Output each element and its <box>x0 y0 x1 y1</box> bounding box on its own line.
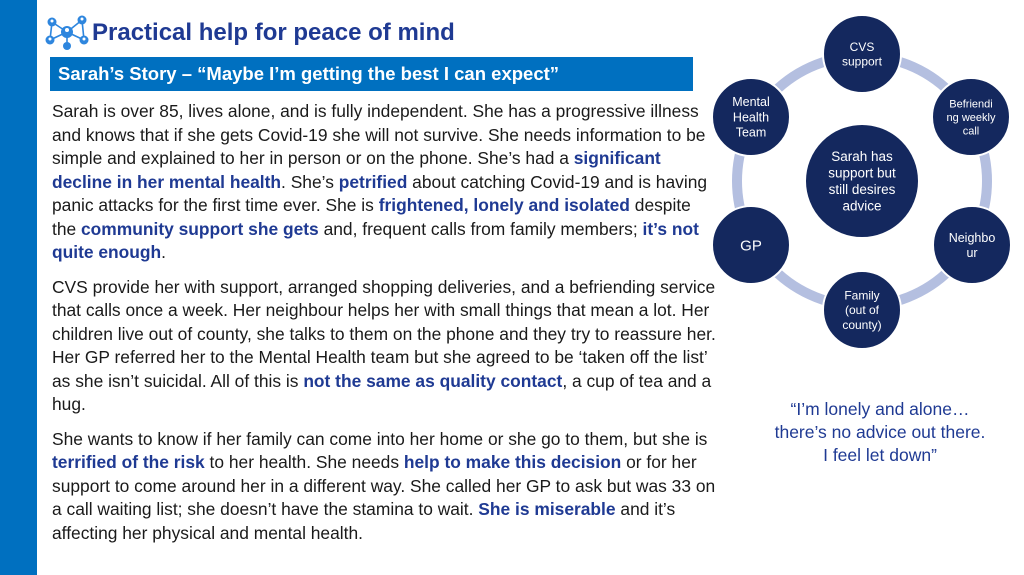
text-segment: . <box>161 242 167 262</box>
text-segment: despite the <box>52 195 691 239</box>
highlight-phrase: She is miserable <box>478 499 616 519</box>
story-paragraph-3 <box>52 428 717 546</box>
node-label: ur <box>966 246 978 260</box>
node-neighbour <box>933 206 1011 284</box>
text-segment: Sarah is over 85, lives alone, and is fully independent. She has a progressive illness and knows that if she gets Covid-19 she will not survive. She needs information to be simple and explained to her in person or on the phone. She’s had a <box>52 101 706 168</box>
text-segment: . She’s <box>281 171 339 192</box>
text-segment: or for her support to come around her in a different way. She called her GP to ask but was 33 on a call waiting list; she doesn’t have the stamina to wait. <box>52 452 716 519</box>
highlight-phrase: it’s not quite enough <box>52 218 699 262</box>
highlight-phrase: help to make this decision <box>403 452 622 472</box>
highlight-phrase: frightened, lonely and isolated <box>378 195 630 215</box>
node-befriending <box>932 78 1010 156</box>
support-network-svg <box>700 0 1024 390</box>
node-label: Befriendi <box>949 98 993 111</box>
text-segment: CVS provide her with support, arranged shopping deliveries, and a befriending service that calls once a week. Her neighbour helps her with small things that mean a lot. Her children live out of county, she talks to them on the phone and they try to reassure her. Her GP referred her to the Mental Health team but she agreed to be ‘taken off the list’ as she isn’t suicidal. All of this is <box>52 276 716 391</box>
node-label: Family <box>844 288 880 303</box>
text-segment: and, frequent calls from family members; <box>318 218 643 239</box>
node-gp <box>712 206 790 284</box>
story-text <box>52 100 717 556</box>
node-label: call <box>962 125 980 138</box>
story-banner <box>50 57 693 91</box>
node-label: county) <box>842 317 882 332</box>
highlight-phrase: terrified of the risk <box>52 452 205 472</box>
node-label: Health <box>732 110 770 125</box>
highlight-phrase: community support she gets <box>81 218 319 239</box>
node-family <box>823 271 901 349</box>
support-network-diagram <box>700 0 1024 390</box>
text-segment: to her health. She needs <box>204 452 404 472</box>
node-label: support <box>841 54 883 69</box>
highlight-phrase: not the same as quality contact <box>303 370 563 391</box>
node-label: Sarah has <box>831 149 893 165</box>
left-accent-bar <box>0 0 37 575</box>
node-label: Mental <box>732 95 770 110</box>
node-label: still desires <box>828 181 896 197</box>
node-label: advice <box>842 198 882 214</box>
node-label: CVS <box>849 39 875 54</box>
network-people-icon <box>44 12 90 52</box>
node-mental-health <box>712 78 790 156</box>
sarah-quote: “I’m lonely and alone…there’s no advice out there. I feel let down” <box>774 399 986 465</box>
text-segment: , a cup of tea and a hug. <box>52 370 712 414</box>
page-title: Practical help for peace of mind <box>92 19 455 46</box>
text-segment: about catching Covid-19 and is having panic attacks for the first time ever. She is <box>52 171 708 215</box>
node-center-sarah <box>805 124 919 238</box>
node-label: ng weekly <box>946 111 996 124</box>
story-banner-text: Sarah’s Story – “Maybe I’m getting the best I can expect” <box>58 63 560 84</box>
story-paragraph-1 <box>52 100 717 265</box>
highlight-phrase: significant decline in her mental health <box>52 148 661 192</box>
node-label: Team <box>735 125 767 140</box>
text-segment: and it’s affecting her physical and mental health. <box>52 499 676 543</box>
text-segment: She wants to know if her family can come into her home or she go to them, but she is <box>52 428 708 449</box>
highlight-phrase: petrified <box>338 171 408 192</box>
node-label: Neighbo <box>948 230 996 245</box>
node-label: GP <box>740 237 762 255</box>
node-label: support but <box>828 165 896 181</box>
node-label: (out of <box>844 303 880 318</box>
story-paragraph-2 <box>52 276 717 417</box>
node-cvs <box>823 15 901 93</box>
